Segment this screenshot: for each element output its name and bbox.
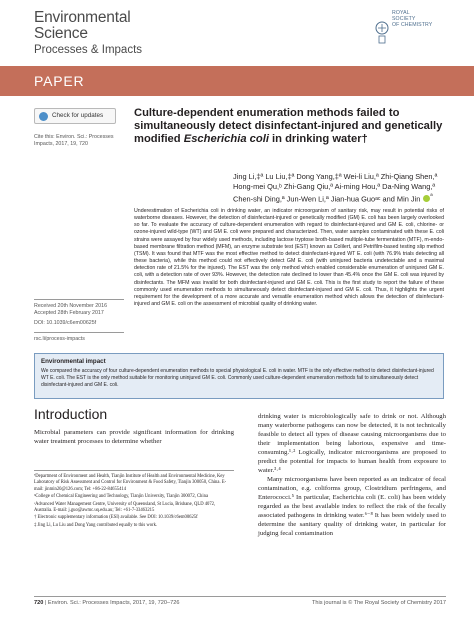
intro-column-right bbox=[258, 412, 446, 538]
footnote: ᵇCollege of Chemical Engineering and Technology, Tianjin University, Tianjin 300072, China bbox=[34, 494, 209, 500]
footnote: † Electronic supplementary information (ESI) available. See DOI: 10.1039/c6em00625f bbox=[34, 515, 198, 521]
impact-text: We compared the accuracy of four culture-dependent enumeration methods to special physiological E. coli in water. MTF is the only effective method to detect disinfectant-injured WT E. coli. The EST is the only method suitable for monitoring uninjured GM E. coli. Commonly used culture-dependent enumeration methods fail to simultaneously detect disinfectant-injured and GM E. coli. bbox=[41, 368, 434, 388]
journal-link[interactable]: rsc.li/process-impacts bbox=[34, 336, 85, 342]
environmental-impact-box bbox=[34, 353, 444, 399]
doi-link[interactable]: DOI: 10.1039/c6em00625f bbox=[34, 320, 97, 327]
article-type-band bbox=[0, 66, 474, 96]
footer-journal-ref: Environ. Sci.: Processes Impacts, 2017, 19, 720–726 bbox=[47, 600, 180, 606]
journal-title-line3: Processes & Impacts bbox=[34, 44, 143, 56]
journal-title bbox=[34, 10, 284, 57]
title-part1: Culture-dependent enumeration methods failed to simultaneously detect disinfectant-injured and genetically modified bbox=[134, 107, 443, 145]
footnote: ᶜAdvanced Water Management Centre, University of Queensland, St Lucia, Brisbane, QLD 4072, Australia. E-mail: j.guo@awmc.uq.edu.au; Tel: +61-7-33463215 bbox=[34, 501, 216, 513]
article-type-label: PAPER bbox=[34, 73, 85, 89]
rsc-wordmark-line2: OF CHEMISTRY bbox=[392, 22, 433, 28]
journal-title-line1: Environmental bbox=[34, 9, 131, 26]
intro-paragraph-left: Microbial parameters can provide significant information for drinking water treatment processes to determine whether bbox=[34, 429, 234, 445]
abstract: Underestimation of Escherichia coli in drinking water, an indicator microorganism of sanitary risk, may result in potential risks of waterborne diseases. However, the detection of disinfectant-injured or genetically modified (GM) E. coli has been largely overlooked so far. To evaluate the accuracy of culture-dependent enumeration with regard to disinfectant-injured and GM E. coli, chlorine- or ozone-injured wild-type (WT) and GM E. coli were prepared and characterized. Then, water samples contaminated with these E. coli strains were assayed by four widely used methods, including lactose tryptose broth-based multiple-tube fermentation (MTF), m-endo-based membrane filtration method (MFM), an enzyme substrate test (EST) known as Colilert, and Petrifilm-based testing slip method (TSM). It was found that MTF was the most effective method to detect disinfectant-injured WT E. coli (with 76.9% trials detecting all these bacteria), while this method could not effectively detect GM E. coli (with uninjured bacteria undetectable and a maximal detection rate of 21.5% for the injured). The EST was the only method which enabled considerable enumeration of uninjured GM E. coli, with a detection rate of over 93%. However, the detection rate declined to lower than 45.4% once the GM E. coli was injured by disinfectants. The MFM was invalid for both disinfectant-injured and GM E. coli. This is the first study to report the failure of these commonly used enumeration methods to simultaneously detect disinfectant-injured and GM E. coli. Thus, it highlights the urgent requirement for the development of a more accurate and versatile enumeration method which allows the detection of disinfectant-injured and GM E. coli on the assessment of microbial quality of drinking water. bbox=[134, 208, 444, 308]
authors-text: Jing Li,‡ª Lu Liu,‡ª Dong Yang,‡ª Wei-li Liu,ª Zhi-Qiang Shen,ª Hong-mei Qu,ᵇ Zhi-Gang Qiu,ª Ai-ming Hou,ª Da-Ning Wang,ª Chen-shi Ding,ª Jun-Wen Li,ª Jian-hua Guoᵃᶜ and Min Jin bbox=[233, 172, 438, 204]
accepted-date: Accepted 28th February 2017 bbox=[34, 310, 104, 317]
footer-divider bbox=[34, 596, 446, 597]
footer-citation: 720 | Environ. Sci.: Processes Impacts, 2017, 19, 720–726 bbox=[34, 600, 180, 606]
footnote-divider bbox=[34, 470, 234, 471]
section-heading-introduction: Introduction bbox=[34, 406, 108, 422]
intro-paragraph: drinking water is microbiologically safe to drink or not. Although many waterborne pathogens can now be detected, it is not technically feasible to detect all types of disease causing microorganisms due to their implementation being laborious, expensive and time-consuming.¹·² Logically, indicator microorganisms are proposed to predict the potential for impacts to human health from exposure to water.³·⁴ bbox=[258, 413, 446, 474]
intro-paragraph: Many microorganisms have been reported as an indicator of fecal contamination, e.g. coliforms group, Clostridium perfringens, and Enterococci.⁵ In particular, Escherichia coli (E. coli) has been widely regarded as the best available index to reflect the risk of the fecally associated pathogens in drinking water.⁶⁻⁸ It has been widely used to determine the sanitary quality of drinking water, in particular for judging fecal contamination bbox=[258, 476, 446, 537]
title-italic: Escherichia coli bbox=[183, 133, 269, 145]
footnotes bbox=[34, 474, 234, 530]
divider bbox=[34, 299, 124, 300]
received-date: Received 20th November 2016 bbox=[34, 303, 108, 309]
footnote: ‡ Jing Li, Lu Liu and Dong Yang contributed equally to this work. bbox=[34, 522, 158, 528]
divider bbox=[34, 332, 124, 333]
impact-title: Environmental impact bbox=[41, 358, 106, 365]
rsc-wordmark bbox=[392, 10, 434, 28]
footer-copyright: This journal is © The Royal Society of Chemistry 2017 bbox=[312, 600, 446, 606]
footnote: ªDepartment of Environment and Health, Tianjin Institute of Health and Environmental Medicine, Key Laboratory of Risk Assessment and Control for Environment & Food Safety, Tianjin 300050, China. E-mail: jinmin20@126.com; Tel: +86-22-84655414 bbox=[34, 474, 227, 492]
journal-title-line2: Science bbox=[34, 25, 88, 42]
page-number: 720 bbox=[34, 600, 44, 606]
title-part2: in drinking water† bbox=[268, 133, 368, 145]
citation: Cite this: Environ. Sci.: Processes Impacts, 2017, 19, 720 bbox=[34, 134, 114, 147]
check-updates-label: Check for updates bbox=[52, 112, 104, 119]
check-updates-icon bbox=[39, 112, 48, 121]
rsc-wordmark-line1: ROYAL SOCIETY bbox=[392, 10, 416, 22]
article-title bbox=[134, 107, 444, 146]
article-history bbox=[34, 303, 124, 328]
check-for-updates-button[interactable] bbox=[34, 108, 116, 124]
author-list: Jing Li,‡ª Lu Liu,‡ª Dong Yang,‡ª Wei-li Liu,ª Zhi-Qiang Shen,ª Hong-mei Qu,ᵇ Zhi-Gang Qiu,ª Ai-ming Hou,ª Da-Ning Wang,ª Chen-shi Ding,ª Jun-Wen Li,ª Jian-hua Guoᵃᶜ and Min Jin $^ª$ bbox=[233, 172, 438, 204]
